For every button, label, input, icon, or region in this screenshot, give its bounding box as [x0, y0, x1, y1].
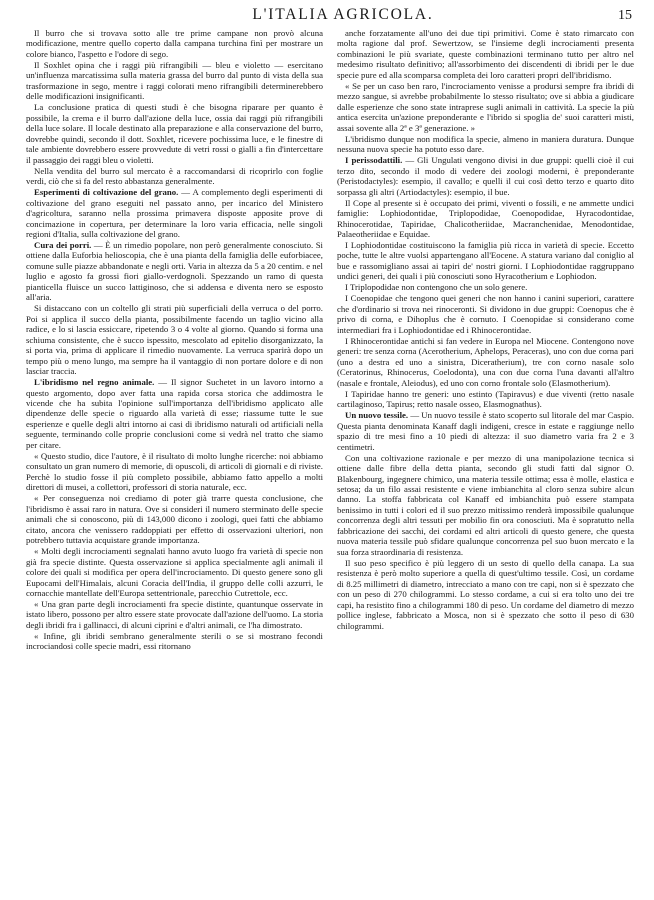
right-column: [337, 28, 634, 652]
page-header: [26, 6, 634, 24]
paragraph-text: « Se per un caso ben raro, l'incrociamento venisse a prodursi sempre fra ibridi di mezzo sangue, si avrebbe probabilmente lo stesso risultato; ove si abbia a giudicare dalle esperienze che sono state intraprese sugli animali in cattività. La specie la più antica esercita un'azione preponderante e l'ibrido si spoglia de' suoi caratteri misti, assai sovente alla 2ª e 3ª generazione. »: [337, 80, 634, 133]
paragraph: [26, 599, 323, 630]
paragraph-text: — Gli Ungulati vengono divisi in due gruppi: quelli cioè il cui terzo dito, secondo il modo di vedere dei zoologi moderni, è preponderante (Peristodactyles): esempio, il cavallo; e quelli il cui così detto terzo e quarto dito sorpassa gli altri (Artiodactyles): esempio, il bue.: [337, 155, 634, 197]
paragraph: [337, 240, 634, 282]
paragraph: [26, 102, 323, 165]
paragraph-text: Il Soxhlet opina che i raggi più rifrangibili — bleu e violetto — esercitano un'influenza marcatissima sulla materia grassa del burro dal punto di vista della sua trasformazione in sego, mentre i raggi colorati meno rifrangibili determinerebbero delle modificazioni insignificanti.: [26, 59, 323, 102]
paragraph-text: I Coenopidae che tengono quei generi che non hanno i canini superiori, carattere che d'ordinario si trova nei rinoceronti. Si dividono in due gruppi: Coenopus che è privo di corna, e Dihoplus che è cornuto. I Coenopidae si considerano come intermediari fra i Lophiodontidae ed i Rhinocerontidae.: [337, 293, 634, 335]
paragraph: [26, 187, 323, 239]
paragraph: [337, 453, 634, 558]
paragraph-text: La conclusione pratica di questi studi è che bisogna riparare per quanto è possibile, la crema e il burro dall'azione della luce, ossia dai raggi più rifrangibili della luce solare. Il locale destinato alla preparazione e alla conservazione del burro, dovrebbe quindi, secondo il dott. Soxhlet, ricevere pochissima luce, e le finestre di tale ambiente dovrebbero essere provvedute di vetri rossi o gialli a fin d'intercettare il passaggio dei raggi bleu o violetti.: [26, 102, 323, 165]
section-heading: Un nuovo tessile.: [345, 410, 409, 421]
newspaper-page: [26, 6, 634, 896]
paragraph-text: — A complemento degli esperimenti di coltivazione del grano eseguiti nel passato anno, per incarico del Ministero d'agricoltura, saranno nella prossima primavera disposte apposite prove di concimazione in copertura, per determinare la loro varia efficacia, nelle singoli regioni d'Italia, sulla coltivazione del grano.: [26, 187, 323, 239]
paragraph-text: Il suo peso specifico è più leggero di un sesto di quello della canapa. La sua resistenza è però molto superiore a quella di quest'ultimo tessile. Così, un cordame di 8.25 millimetri di diametro, intrecciato a mano con tre capi, non si è spezzato che con un peso di 270 chilogrammi. Lo stesso cordame, a cui si era tolto uno dei tre capi, ha resistito fino a chilogrammi 180 di peso. Un cordame del diametro di mezzo pollice inglese, fabbricato a Mosca, non si è spezzato che sotto il peso di 630 chilogrammi.: [337, 557, 634, 631]
paragraph-text: I Lophiodontidae costituiscono la famiglia più ricca in varietà di specie. Eccetto poche, tutte le altre vuolsi appartengano all'Eocene. A statura variano dal coniglio al bue e rassomigliano assai ai tapiri de' nostri giorni. I Lophiodontidae raggruppano undici generi, dei quali i più conosciuti sono Hyracotherium e Lophiodon.: [337, 240, 634, 282]
paragraph: [337, 81, 634, 133]
section-heading: Esperimenti di coltivazione del grano.: [34, 187, 179, 198]
section-heading: L'ibridismo nel regno animale.: [34, 377, 155, 388]
paragraph: [337, 282, 634, 292]
paragraph-text: I Rhinocerontidae antichi si fan vedere in Europa nel Miocene. Contengono nove generi: tre senza corna (Acerotherium, Aphelops, Peraceras), uno con due corna pari (uno a destra ed uno a sinistra, Diceratherium), tre con corno nasale solo (Ceratorinus, Rhinocerus, Coelodonta), una con due corna l'una davanti all'altro (nasale e frontale, Aleiodus), ed uno con corno frontale solo (Elasmotherium).: [337, 335, 634, 388]
paragraph-text: I Tapiridae hanno tre generi: uno estinto (Tapiravus) e due viventi (retto nasale cartilaginoso, Tapirus; retto nasale osseo, Elasmognathus).: [337, 388, 634, 410]
paragraph-text: Il burro che si trovava sotto alle tre prime campane non provò alcuna modificazione, mentre quello coperto dalla campana turchina finì per mostrare un colore bianco, l'aspetto e l'odore di sego.: [26, 28, 323, 59]
paragraph: [26, 240, 323, 303]
paragraph-text: « Una gran parte degli incrociamenti fra specie distinte, quantunque osservate in istato libero, possono per altro essere state provocate dall'azione dell'uomo. La storia degli ibridi fra i gallinacci, di alcuni ciprini e d'altri animali, ce l'ha dimostrato.: [26, 599, 323, 630]
paragraph-text: — È un rimedio popolare, non però generalmente conosciuto. Si ottiene dalla Euforbia helioscopia, che è una pianta della famiglia delle euforbiacee, comune sulle piazze abbandonate e negli orti. Varia in altezza da 5 a 20 centim. e nel luglio e agosto fa grossi fiori giallo-verdognoli. Spezzando un ramo di questa pianticella fluisce un succo lattiginoso, che si addensa e diventa nero se esposto all'aria.: [26, 240, 323, 303]
paragraph: [26, 546, 323, 598]
paragraph-text: Il Cope al presente si è occupato dei primi, viventi o fossili, e ne ammette undici famiglie: Lophiodontidae, Triplopodidae, Coenopodidae, Hyracodontidae, Rhinocerotidae, Tapiridae, Chalicotheriidae, Macranchenidae, Menodontidae, Palaeotheriidae e Equidae.: [337, 197, 634, 239]
paragraph: [26, 631, 323, 652]
paragraph-text: — Il signor Suchetet in un lavoro intorno a questo argomento, dopo aver fatta una rapida corsa storica che addimostra le vicende che ha subita l'opinione sull'importanza dell'ibridismo applicato alle dipendenze delle specie o riguardo alla varietà di esse; riassume tutte le sue esperienze e quelle degli altri intorno ai casi di ibridismo naturali od artificiali nella seguente, terminando colle proprie conclusioni come si vedrà nel tratto che siamo per citare.: [26, 377, 323, 450]
columns: [26, 28, 634, 652]
section-heading: I perissodattili.: [345, 155, 403, 166]
paragraph: [337, 134, 634, 155]
paragraph: [26, 451, 323, 493]
page-title: L'ITALIA AGRICOLA.: [252, 6, 434, 23]
paragraph: [337, 28, 634, 80]
paragraph-text: Nella vendita del burro sul mercato è a raccomandarsi di ricoprirlo con foglie verdi, ciò che si fa del resto abbastanza generalmente.: [26, 165, 323, 187]
paragraph: [337, 336, 634, 388]
paragraph-text: « Infine, gli ibridi sembrano generalmente sterili o se si mostrano fecondi incrociandosi colle specie madri, essi ritornano: [26, 630, 323, 652]
paragraph: [26, 28, 323, 59]
paragraph-text: Si distaccano con un coltello gli strati più superficiali della verruca o del porro. Poi si applica il succo della pianta, possibilmente facendo un taglio vicino alla radice, e lo si lascia essiccare, ripetendo 3 o 4 volte al giorno. Quando si forma una schiuma consistente, che è succo ispessito, mescolato ad epitelio disorganizzato, la si porta via, prima di applicare il rimedio nuovamente. La verruca sparirà dopo un tempo più o meno lungo, ma sempre ha il vantaggio di non portare dolore e di non lasciar traccia.: [26, 303, 323, 377]
paragraph-text: Con una coltivazione razionale e per mezzo di una manipolazione tecnica si ottiene dalle fibre della detta pianta, secondo gli studi fatti dal signor O. Blakenbourg, ingegnere chimico, una materia tessile ottima; essa è molle, elastica e setosa; da un filo assai resistente e viene imbianchita al cloro senza subire alcun danno. La stoffa fabbricata col Kanaff ed imbianchita può essere stampata benissimo in tutti i colori ed il suo prezzo mitissimo renderà impossibile qualunque concorrenza degli altri tessuti per mobilio fin ora conosciuti. Ma è sopratutto nella fabbricazione dei sacchi, dei cordami ed altri articoli di questo genere, che questa nuova materia tessile può sfidare qualunque concorrenza pel suo buon mercato e la sua forza straordinaria di resistenza.: [337, 452, 634, 557]
page-number: 15: [618, 8, 632, 23]
paragraph-text: — Un nuovo tessile è stato scoperto sul litorale del mar Caspio. Questa pianta denominata Kanaff dagli indigeni, cresce in estate e raggiunge nello spazio di tre mesi fino a 10 piedi di altezza: il suo diametro varia fra 2 e 3 centimetri.: [337, 410, 634, 452]
paragraph: [337, 293, 634, 335]
paragraph: [26, 303, 323, 376]
paragraph: [26, 166, 323, 187]
paragraph: [337, 155, 634, 197]
paragraph: [26, 493, 323, 545]
paragraph: [337, 198, 634, 240]
paragraph-text: anche forzatamente all'uno dei due tipi primitivi. Come è stato rimarcato con molta ragione dal prof. Sewertzow, se l'insieme degli incrociamenti presenta combinazioni le più svariate, queste combinazioni terminano tutto per altro nel medesimo risultato definitivo; all'assorbimento dei discendenti di ibridi per le due specie pure ed alla scomparsa completa dei loro caratteri propri dell'ibridismo.: [337, 28, 634, 80]
paragraph-text: I Triplopodidae non contengono che un solo genere.: [345, 282, 528, 293]
paragraph-text: L'ibridismo dunque non modifica la specie, almeno in maniera duratura. Dunque nessuna nuova specie ha potuto esso dare.: [337, 133, 634, 155]
paragraph: [26, 377, 323, 450]
paragraph: [26, 60, 323, 102]
paragraph-text: « Per conseguenza noi crediamo di poter già trarre questa conclusione, che l'ibridismo è assai raro in natura. Ove si consideri il numero sterminato delle specie animali che si conoscono, più di 143,000 dicono i zoologi, quei fatti che abbiamo citato, ancora che venissero raddoppiati per effetto di osservazioni ulteriori, non potrebbero tuttavia acquistare grande importanza.: [26, 493, 323, 546]
paragraph-text: « Questo studio, dice l'autore, è il risultato di molto lunghe ricerche: noi abbiamo consultato un gran numero di memorie, di opuscoli, di articoli di giornali e di riviste. Perchè lo studio fosse il più completo possibile, abbiamo fatto appello a molti direttori di musei, a collettori, professori di storia naturale, ecc.: [26, 450, 323, 493]
paragraph: [337, 410, 634, 452]
paragraph-text: « Molti degli incrociamenti segnalati hanno avuto luogo fra varietà di specie non già fra specie distinte. Questa osservazione si applica specialmente agli animali il colore dei quali si modifica per opera dell'incrociamento. Di questo genere sono gli Eupocami dell'Himalais, alcuni Coracia dell'India, il gruppo delle colli azzurri, le cornacchie mantellate dell'Europa settentrionale, parecchio Cutrettole, ecc.: [26, 546, 323, 598]
paragraph: [337, 389, 634, 410]
paragraph: [337, 558, 634, 631]
left-column: [26, 28, 323, 652]
section-heading: Cura dei porri.: [34, 240, 92, 251]
